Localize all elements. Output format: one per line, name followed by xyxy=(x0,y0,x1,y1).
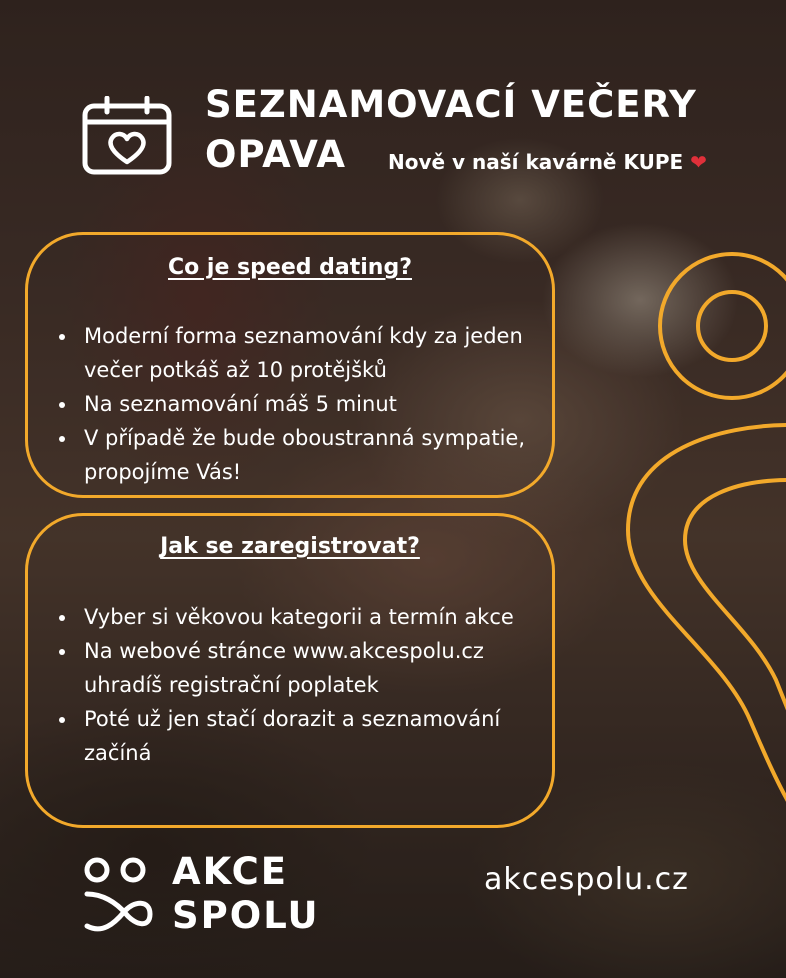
list-item: • Na seznamování máš 5 minut xyxy=(78,387,538,421)
decorative-rings xyxy=(600,250,786,810)
card-heading: Co je speed dating? xyxy=(168,255,412,280)
bullet-list xyxy=(58,319,538,489)
logo-line-2: SPOLU xyxy=(172,894,320,937)
heart-icon: ❤ xyxy=(690,150,707,174)
calendar-heart-icon xyxy=(82,96,172,176)
website-link[interactable]: akcespolu.cz xyxy=(484,862,689,897)
bullet-list xyxy=(58,600,538,770)
subtitle xyxy=(388,150,707,174)
brand-logo-text xyxy=(172,850,320,938)
title-line-1: SEZNAMOVACÍ VEČERY xyxy=(205,83,697,126)
list-item: • Vyber si věkovou kategorii a termín akce xyxy=(78,600,538,634)
list-item: • Moderní forma seznamování kdy za jeden večer potkáš až 10 protějšků xyxy=(78,319,538,387)
list-item: • Poté už jen stačí dorazit a seznamování začíná xyxy=(78,702,538,770)
list-item: • Na webové stránce www.akcespolu.cz uhradíš registrační poplatek xyxy=(78,634,538,702)
list-item: • V případě že bude oboustranná sympatie, propojíme Vás! xyxy=(78,421,538,489)
card-registration xyxy=(25,513,555,828)
card-heading: Jak se zaregistrovat? xyxy=(160,534,420,559)
logo-line-1: AKCE xyxy=(172,850,289,893)
title-line-2: OPAVA xyxy=(205,133,347,176)
card-speed-dating xyxy=(25,232,555,498)
subtitle-text: Nově v naší kavárně KUPE xyxy=(388,150,684,174)
akce-spolu-logo-icon xyxy=(82,856,154,938)
